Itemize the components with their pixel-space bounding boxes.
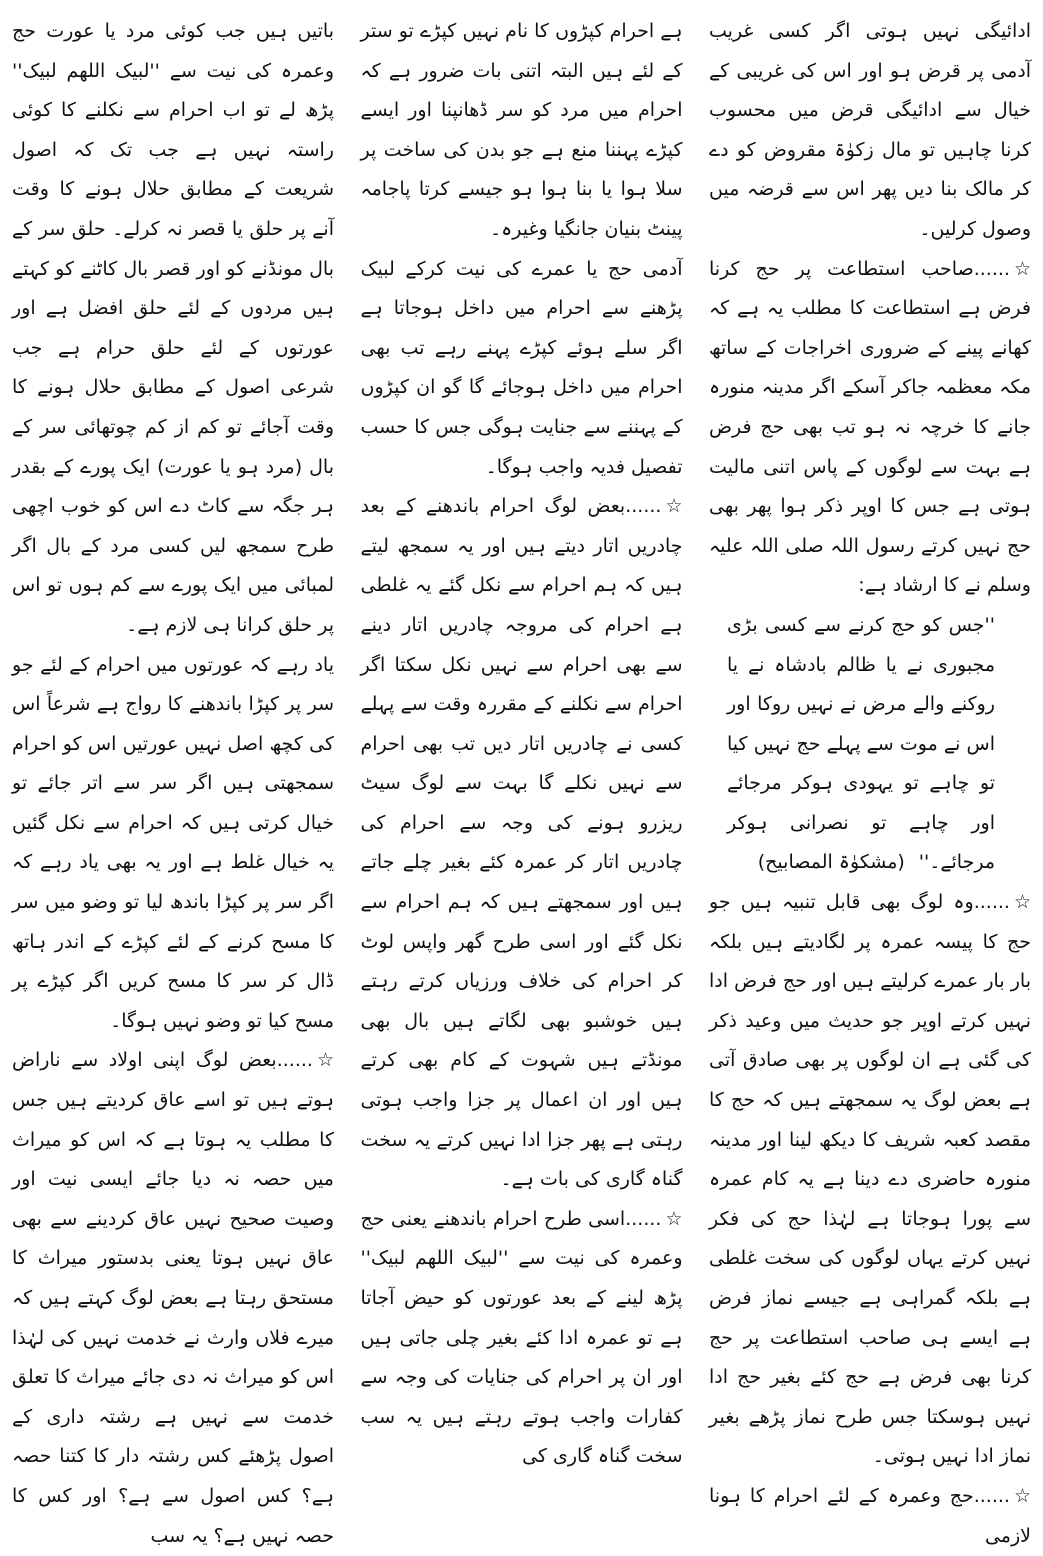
star-bullet-icon: ☆ (665, 495, 683, 518)
bullet-paragraph (709, 1477, 1031, 1556)
bullet-paragraph (709, 250, 1031, 606)
paragraph-text: ''جس کو حج کرنے سے کسی بڑی مجبوری نے یا ظالم بادشاہ نے یا روکنے والے مرض نے نہیں روکا اور اس نے موت سے پہلے حج نہیں کیا تو چاہے تو یہودی ہوکر مرجائے اور چاہے تو نصرانی ہوکر مرجائے۔'' (727, 613, 995, 874)
paragraph-text: ......بعض لوگ اپنی اولاد سے ناراض ہوتے ہیں تو اسے عاق کردیتے ہیں جس کا مطلب یہ ہوتا ہے کہ اس کو میراث میں حصہ نہ دیا جائے ایسی نیت اور وصیت صحیح نہیں عاق کردینے سے بھی عاق نہیں ہوتا یعنی بدستور میراث کا مستحق رہتا ہے بعض لوگ کہتے ہیں کہ میرے فلاں وارث نے خدمت نہیں کی لہٰذا اس کو میراث نہ دی جائے میراث کا تعلق خدمت سے نہیں ہے رشتہ داری کے اصول پڑھئے کس رشتہ دار کا کتنا حصہ ہے؟ کس اصول سے ہے؟ اور کس کا حصہ نہیں ہے؟ یہ سب (12, 1049, 334, 1547)
text-paragraph (709, 12, 1031, 250)
paragraph-text: ......صاحب استطاعت پر حج کرنا فرض ہے استطاعت کا مطلب یہ ہے کہ کھانے پینے کے ضروری اخراجات کے ساتھ مکہ معظمہ جاکر آسکے اگر مدینہ منورہ جانے کا خرچہ نہ ہو تب بھی حج فرض ہے بہت سے لوگوں کے پاس اتنی مالیت ہوتی ہے جس کا اوپر ذکر ہوا پھر بھی حج نہیں کرتے رسول اللہ صلی اللہ علیہ وسلم نے کا ارشاد ہے: (709, 257, 1031, 597)
bullet-paragraph (709, 883, 1031, 1477)
paragraph-text: یاد رہے کہ عورتوں میں احرام کے لئے جو سر پر کپڑا باندھنے کا رواج ہے شرعاً اس کی کچھ اصل نہیں عورتیں اس کو احرام سمجھتی ہیں اگر سر سے اتر جائے تو خیال کرتی ہیں کہ احرام سے نکل گئیں یہ خیال غلط ہے اور یہ بھی یاد رہے کہ اگر سر پر کپڑا باندھ لیا تو وضو میں سر کا مسح کرنے کے لئے کپڑے کے اندر ہاتھ ڈال کر سر کا مسح کریں اگر کپڑے پر مسح کیا تو وضو نہیں ہوگا۔ (12, 653, 334, 1032)
bullet-paragraph (361, 487, 683, 1200)
column-left (12, 12, 334, 1547)
paragraph-text: ......بعض لوگ احرام باندھنے کے بعد چادریں اتار دیتے ہیں اور یہ سمجھ لیتے ہیں کہ ہم احرام سے نکل گئے یہ غلطی ہے احرام کی مروجہ چادریں اتار دینے سے بھی احرام سے نہیں نکل سکتا اگر احرام سے نکلنے کے مقررہ وقت سے پہلے کسی نے چادریں اتار دیں تب بھی احرام سے نہیں نکلے گا بہت سے لوگ سیٹ ریزرو ہونے کی وجہ سے احرام کی چادریں اتار کر عمرہ کئے بغیر چلے جاتے ہیں اور سمجھتے ہیں کہ ہم احرام سے نکل گئے اور اسی طرح گھر واپس لوٹ کر احرام کی خلاف ورزیاں کرتے رہتے ہیں خوشبو بھی لگاتے ہیں بال بھی مونڈتے ہیں شہوت کے کام بھی کرتے ہیں اور ان اعمال پر جزا واجب ہوتی رہتی ہے پھر جزا ادا نہیں کرتے یہ سخت گناہ گاری کی بات ہے۔ (360, 495, 683, 1191)
text-paragraph (361, 250, 683, 488)
paragraph-text: ہے احرام کپڑوں کا نام نہیں کپڑے تو ستر کے لئے ہیں البتہ اتنی بات ضرور ہے کہ احرام میں مرد کو سر ڈھانپنا اور ایسے کپڑے پہننا منع ہے جو بدن کی ساخت پر سلا ہوا یا بنا ہوا ہو جیسے کرتا پاجامہ پینٹ بنیان جانگیا وغیرہ۔ (360, 20, 683, 240)
text-paragraph (12, 12, 334, 646)
paragraph-text: باتیں ہیں جب کوئی مرد یا عورت حج وعمرہ کی نیت سے ''لبیک اللھم لبیک'' پڑھ لے تو اب احرام سے نکلنے کا کوئی راستہ نہیں ہے جب تک کہ اصول شریعت کے مطابق حلال ہونے کا وقت آنے پر حلق یا قصر نہ کرلے۔ حلق سر کے بال مونڈنے کو اور قصر بال کاٹنے کو کہتے ہیں مردوں کے لئے حلق افضل ہے اور عورتوں کے لئے حلق حرام ہے جب شرعی اصول کے مطابق حلال ہونے کا وقت آجائے تو کم از کم چوتھائی سر کے بال (مرد ہو یا عورت) ایک پورے کے بقدر ہر جگہ سے کاٹ دے اس کو خوب اچھی طرح سمجھ لیں کسی مرد کے بال اگر لمبائی میں ایک پورے سے کم ہوں تو اس پر حلق کرانا ہی لازم ہے۔ (12, 20, 334, 636)
column-right (709, 12, 1031, 1547)
page (12, 12, 1031, 1547)
star-bullet-icon: ☆ (1013, 1484, 1031, 1507)
bullet-paragraph (12, 1041, 334, 1556)
star-bullet-icon: ☆ (665, 1207, 683, 1230)
star-bullet-icon: ☆ (1013, 891, 1031, 914)
paragraph-text: آدمی حج یا عمرے کی نیت کرکے لبیک پڑھنے سے احرام میں داخل ہوجاتا ہے اگر سلے ہوئے کپڑے پہنے رہے تب بھی احرام میں داخل ہوجائے گا گو ان کپڑوں کے پہننے سے جنایت ہوگی جس کا حسب تفصیل فدیہ واجب ہوگا۔ (360, 257, 683, 478)
star-bullet-icon: ☆ (1013, 257, 1031, 280)
text-paragraph (361, 12, 683, 250)
paragraph-text: ......حج وعمرہ کے لئے احرام کا ہونا لازمی (709, 1484, 1031, 1547)
paragraph-text: ادائیگی نہیں ہوتی اگر کسی غریب آدمی پر قرض ہو اور اس کی غریبی کے خیال سے ادائیگی قرض میں محسوب کرنا چاہیں تو مال زکوٰۃ مقروض کو دے کر مالک بنا دیں پھر اس سے قرضہ میں وصول کرلیں۔ (709, 20, 1031, 240)
hadith-quote (709, 606, 1031, 883)
text-paragraph (709, 606, 1031, 883)
bullet-paragraph (361, 1200, 683, 1477)
reference-citation: (مشکوٰۃ المصابیح) (757, 851, 905, 874)
paragraph-text: ......وہ لوگ بھی قابل تنبیہ ہیں جو حج کا پیسہ عمرہ پر لگادیتے ہیں بلکہ بار بار عمرے کرلیتے ہیں اور حج فرض ادا نہیں کرتے اوپر جو حدیث میں وعید ذکر کی گئی ہے ان لوگوں پر بھی صادق آتی ہے بعض لوگ یہ سمجھتے ہیں کہ حج کا مقصد کعبہ شریف کا دیکھ لینا اور مدینہ منورہ حاضری دے دینا ہے یہ کام عمرہ سے پورا ہوجاتا ہے لہٰذا حج کی فکر نہیں کرتے یہاں لوگوں کی سخت غلطی ہے بلکہ گمراہی ہے جیسے نماز فرض ہے ایسے ہی صاحب استطاعت پر حج کرنا بھی فرض ہے حج کئے بغیر حج ادا نہیں ہوسکتا جس طرح نماز پڑھے بغیر نماز ادا نہیں ہوتی۔ (709, 891, 1031, 1468)
text-paragraph (12, 646, 334, 1042)
star-bullet-icon: ☆ (316, 1049, 334, 1072)
column-middle (360, 12, 683, 1468)
paragraph-text: ......اسی طرح احرام باندھنے یعنی حج وعمرہ کی نیت سے ''لبیک اللھم لبیک'' پڑھ لینے کے بعد عورتوں کو حیض آجاتا ہے تو عمرہ ادا کئے بغیر چلی جاتی ہیں اور ان پر احرام کی جنایات کی وجہ سے کفارات واجب ہوتے رہتے ہیں یہ سب سخت گناہ گاری کی (360, 1207, 683, 1468)
